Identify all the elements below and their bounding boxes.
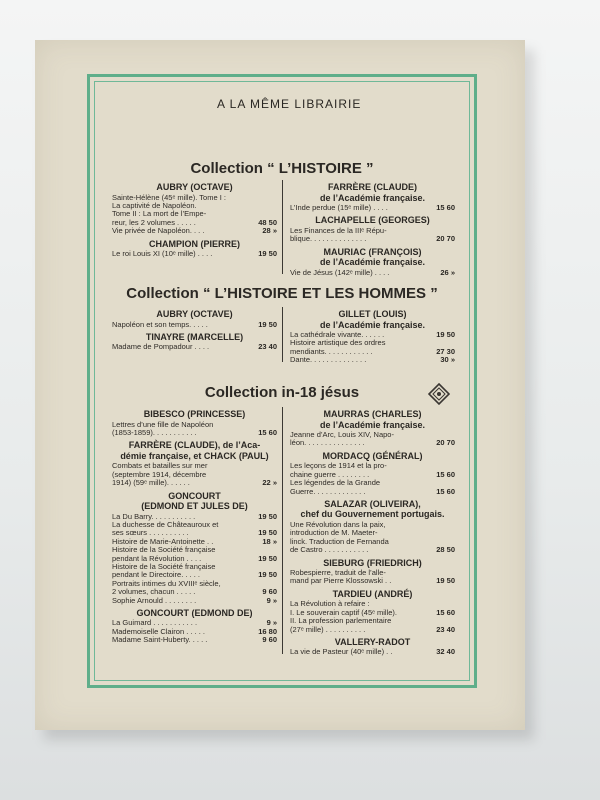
book-title: Sophie Arnould . . . . . . . . bbox=[112, 595, 197, 605]
book-price: 27 30 bbox=[436, 346, 455, 356]
author-name: TINAYRE (MARCELLE) bbox=[145, 331, 244, 342]
book-title: La cathédrale vivante. . . . . . bbox=[290, 330, 385, 339]
author-name: GILLET (LOUIS) bbox=[338, 309, 407, 319]
book-price: 9 » bbox=[266, 595, 277, 605]
collection-title: Collection in-18 jésus bbox=[204, 384, 360, 401]
book-title: de Castro . . . . . . . . . . . bbox=[290, 545, 369, 555]
author-name: LACHAPELLE (GEORGES) bbox=[315, 215, 430, 226]
author-name: SALAZAR (OLIVEIRA), bbox=[324, 498, 421, 509]
author-name: MORDACQ (GÉNÉRAL) bbox=[322, 450, 423, 461]
author-subtitle: de l’Académie française. bbox=[319, 419, 426, 430]
book-title: Sainte-Hélène (45ᵉ mille). Tome I : bbox=[112, 192, 226, 202]
book-title: mendiants. . . . . . . . . . . . bbox=[290, 346, 373, 356]
author-name: VALLERY-RADOT bbox=[334, 636, 411, 647]
book-title: Jeanne d’Arc, Louis XIV, Napo- bbox=[290, 430, 394, 439]
book-title: chaine guerre . . . . . . . . bbox=[290, 469, 370, 479]
book-title: 2 volumes, chacun . . . . . bbox=[112, 587, 196, 597]
book-title: Combats et batailles sur mer bbox=[112, 461, 208, 471]
author-name: MAURIAC (FRANÇOIS) bbox=[323, 246, 422, 257]
author-name: BIBESCO (PRINCESSE) bbox=[143, 409, 246, 419]
author-subtitle: de l’Académie française. bbox=[319, 257, 426, 268]
book-title: Napoléon et son temps. . . . . bbox=[112, 319, 208, 329]
book-title: Histoire de Marie-Antoinette . . bbox=[112, 536, 214, 546]
book-title: Histoire de la Société française bbox=[112, 561, 216, 571]
book-title: Vie privée de Napoléon. . . . bbox=[112, 226, 205, 236]
book-title: Les Finances de la IIIᵉ Répu- bbox=[290, 225, 387, 235]
book-title: Histoire de la Société française bbox=[112, 545, 216, 555]
book-title: mand par Pierre Klossowski . . bbox=[290, 576, 392, 586]
book-price: 15 60 bbox=[258, 427, 277, 437]
book-title: La Guimard . . . . . . . . . . . bbox=[112, 618, 198, 628]
book-title: La Du Barry. . . . . . . . . . . bbox=[112, 511, 196, 521]
author-name: MAURRAS (CHARLES) bbox=[323, 409, 422, 419]
book-title: Tome II : La mort de l’Empe- bbox=[112, 209, 207, 219]
book-price: 19 50 bbox=[258, 553, 277, 563]
book-title: Vie de Jésus (142ᵉ mille) . . . . bbox=[290, 267, 390, 277]
author-subtitle: de l’Académie française. bbox=[319, 192, 426, 203]
book-title: introduction de M. Maeter- bbox=[290, 528, 378, 538]
book-title: La Révolution à refaire : bbox=[290, 599, 370, 609]
book-price: 48 50 bbox=[258, 217, 277, 227]
book-title: pendant la Révolution . . . . bbox=[112, 553, 202, 563]
collection-title: Collection “ L’HISTOIRE ” bbox=[190, 160, 374, 177]
book-title: ses sœurs . . . . . . . . . . bbox=[112, 528, 189, 538]
book-price: 15 60 bbox=[436, 486, 455, 496]
book-price: 19 50 bbox=[258, 570, 277, 580]
book-title: Le roi Louis XI (10ᵉ mille) . . . . bbox=[112, 249, 213, 258]
author-name: TARDIEU (ANDRÉ) bbox=[332, 588, 413, 599]
book-title: reur, les 2 volumes . . . . . bbox=[112, 217, 196, 227]
column-divider bbox=[282, 180, 283, 274]
collection-title: Collection “ L’HISTOIRE ET LES HOMMES ” bbox=[126, 285, 438, 302]
book-price: 28 » bbox=[262, 226, 277, 236]
book-price: 19 50 bbox=[258, 528, 277, 538]
book-price: 16 80 bbox=[258, 626, 277, 636]
page-header: A LA MÊME LIBRAIRIE bbox=[217, 97, 362, 111]
author-name: FARRÈRE (CLAUDE), de l’Aca- bbox=[128, 440, 261, 451]
book-price: 15 60 bbox=[436, 203, 455, 212]
author-name: AUBRY (OCTAVE) bbox=[156, 182, 233, 192]
author-subtitle: chef du Gouvernement portugais. bbox=[300, 509, 445, 520]
book-title: blique. . . . . . . . . . . . . . bbox=[290, 234, 367, 244]
author-name: GONCOURT (EDMOND DE) bbox=[136, 607, 253, 618]
book-price: 18 » bbox=[262, 536, 277, 546]
author-name: FARRÈRE (CLAUDE) bbox=[328, 182, 417, 192]
author-subtitle: (EDMOND ET JULES DE) bbox=[141, 501, 248, 511]
author-name: CHAMPION (PIERRE) bbox=[148, 238, 240, 249]
author-name: GONCOURT bbox=[168, 490, 221, 501]
book-title: (septembre 1914, décembre bbox=[112, 469, 207, 479]
book-title: Madame Saint-Huberty. . . . . bbox=[112, 635, 208, 645]
book-price: 26 » bbox=[440, 267, 455, 277]
book-price: 23 40 bbox=[436, 624, 455, 634]
book-price: 23 40 bbox=[258, 342, 277, 352]
book-title: L’Inde perdue (15ᵉ mille) . . . . bbox=[290, 203, 388, 212]
book-title: léon. . . . . . . . . . . . . . . bbox=[290, 438, 365, 448]
book-price: 20 70 bbox=[436, 234, 455, 244]
book-price: 19 50 bbox=[258, 511, 277, 521]
book-title: Une Révolution dans la paix, bbox=[290, 519, 386, 529]
book-title: Robespierre, traduit de l’alle- bbox=[290, 568, 386, 577]
book-price: 19 50 bbox=[436, 330, 455, 339]
book-title: Dante. . . . . . . . . . . . . . bbox=[290, 355, 367, 365]
book-title: I. Le souverain captif (45ᵉ mille). bbox=[290, 607, 397, 617]
column-divider bbox=[282, 407, 283, 654]
book-title: II. La profession parlementaire bbox=[290, 616, 392, 626]
book-title: pendant le Directoire. . . . . bbox=[112, 570, 200, 580]
book-price: 32 40 bbox=[436, 647, 455, 657]
book-price: 19 50 bbox=[436, 576, 455, 586]
book-title: Les légendes de la Grande bbox=[290, 478, 381, 488]
book-price: 15 60 bbox=[436, 469, 455, 479]
book-price: 9 » bbox=[266, 618, 277, 628]
book-title: (1853-1859). . . . . . . . . . . bbox=[112, 427, 197, 437]
book-price: 9 60 bbox=[262, 635, 277, 645]
book-title: Madame de Pompadour . . . . bbox=[112, 342, 210, 352]
book-title: Histoire artistique des ordres bbox=[290, 338, 386, 348]
book-title: La duchesse de Châteauroux et bbox=[112, 519, 219, 529]
author-name: AUBRY (OCTAVE) bbox=[156, 309, 233, 319]
book-title: Portraits intimes du XVIIIᵉ siècle, bbox=[112, 578, 221, 588]
book-price: 19 50 bbox=[258, 249, 277, 258]
book-price: 20 70 bbox=[436, 438, 455, 448]
book-title: La captivité de Napoléon. bbox=[112, 200, 197, 210]
book-price: 30 » bbox=[440, 355, 455, 365]
book-title: Guerre. . . . . . . . . . . . . bbox=[290, 486, 366, 496]
book-title: Lettres d’une fille de Napoléon bbox=[112, 419, 214, 429]
author-name: SIEBURG (FRIEDRICH) bbox=[323, 557, 422, 568]
book-title: (27ᵉ mille) . . . . . . . . . . bbox=[290, 624, 366, 634]
book-price: 19 50 bbox=[258, 319, 277, 329]
book-title: linck. Traduction de Fernanda bbox=[290, 536, 389, 546]
book-price: 9 60 bbox=[262, 587, 277, 597]
book-title: 1914) (59ᵉ mille). . . . . . bbox=[112, 478, 190, 488]
column-divider bbox=[282, 307, 283, 362]
book-price: 28 50 bbox=[436, 545, 455, 555]
book-title: Mademoiselle Clairon . . . . . bbox=[112, 626, 205, 636]
book-title: La vie de Pasteur (40ᵉ mille) . . bbox=[290, 647, 393, 657]
book-title: Les leçons de 1914 et la pro- bbox=[290, 461, 387, 471]
book-price: 15 60 bbox=[436, 607, 455, 617]
author-subtitle: de l’Académie française. bbox=[319, 319, 426, 330]
book-price: 22 » bbox=[262, 478, 277, 488]
author-subtitle: démie française, et CHACK (PAUL) bbox=[120, 450, 269, 461]
